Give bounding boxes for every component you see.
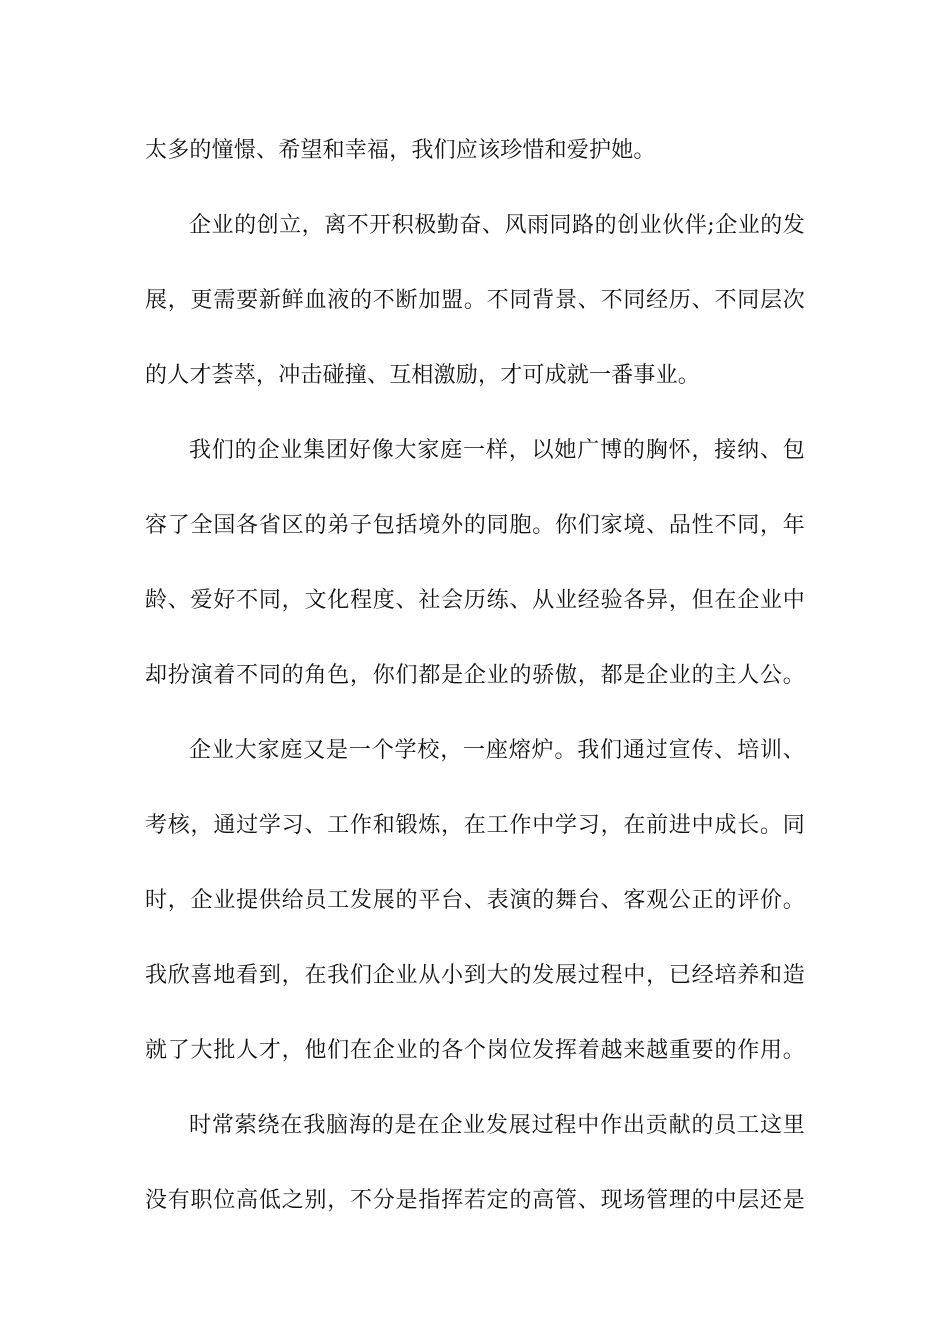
text-line-10: 考核，通过学习、工作和锻炼，在工作中学习，在前进中成长。同 (145, 813, 805, 838)
text-line-8: 却扮演着不同的角色，你们都是企业的骄傲，都是企业的主人公。 (145, 663, 805, 688)
text-line-9: 企业大家庭又是一个学校，一座熔炉。我们通过宣传、培训、 (189, 738, 805, 763)
text-line-14: 时常萦绕在我脑海的是在企业发展过程中作出贡献的员工这里 (189, 1113, 805, 1138)
text-line-13: 就了大批人才，他们在企业的各个岗位发挥着越来越重要的作用。 (145, 1038, 805, 1063)
text-line-7: 龄、爱好不同，文化程度、社会历练、从业经验各异，但在企业中 (145, 588, 805, 613)
text-line-6: 容了全国各省区的弟子包括境外的同胞。你们家境、品性不同，年 (145, 513, 805, 538)
text-line-2: 企业的创立，离不开积极勤奋、风雨同路的创业伙伴;企业的发 (189, 213, 805, 238)
text-line-4: 的人才荟萃，冲击碰撞、互相激励，才可成就一番事业。 (145, 363, 701, 388)
text-line-3: 展，更需要新鲜血液的不断加盟。不同背景、不同经历、不同层次 (145, 288, 805, 313)
text-line-15: 没有职位高低之别，不分是指挥若定的高管、现场管理的中层还是 (145, 1188, 805, 1213)
text-line-1: 太多的憧憬、希望和幸福，我们应该珍惜和爱护她。 (145, 138, 656, 163)
text-line-12: 我欣喜地看到，在我们企业从小到大的发展过程中，已经培养和造 (145, 963, 805, 988)
text-line-11: 时，企业提供给员工发展的平台、表演的舞台、客观公正的评价。 (145, 888, 805, 913)
text-line-5: 我们的企业集团好像大家庭一样，以她广博的胸怀，接纳、包 (189, 438, 805, 463)
